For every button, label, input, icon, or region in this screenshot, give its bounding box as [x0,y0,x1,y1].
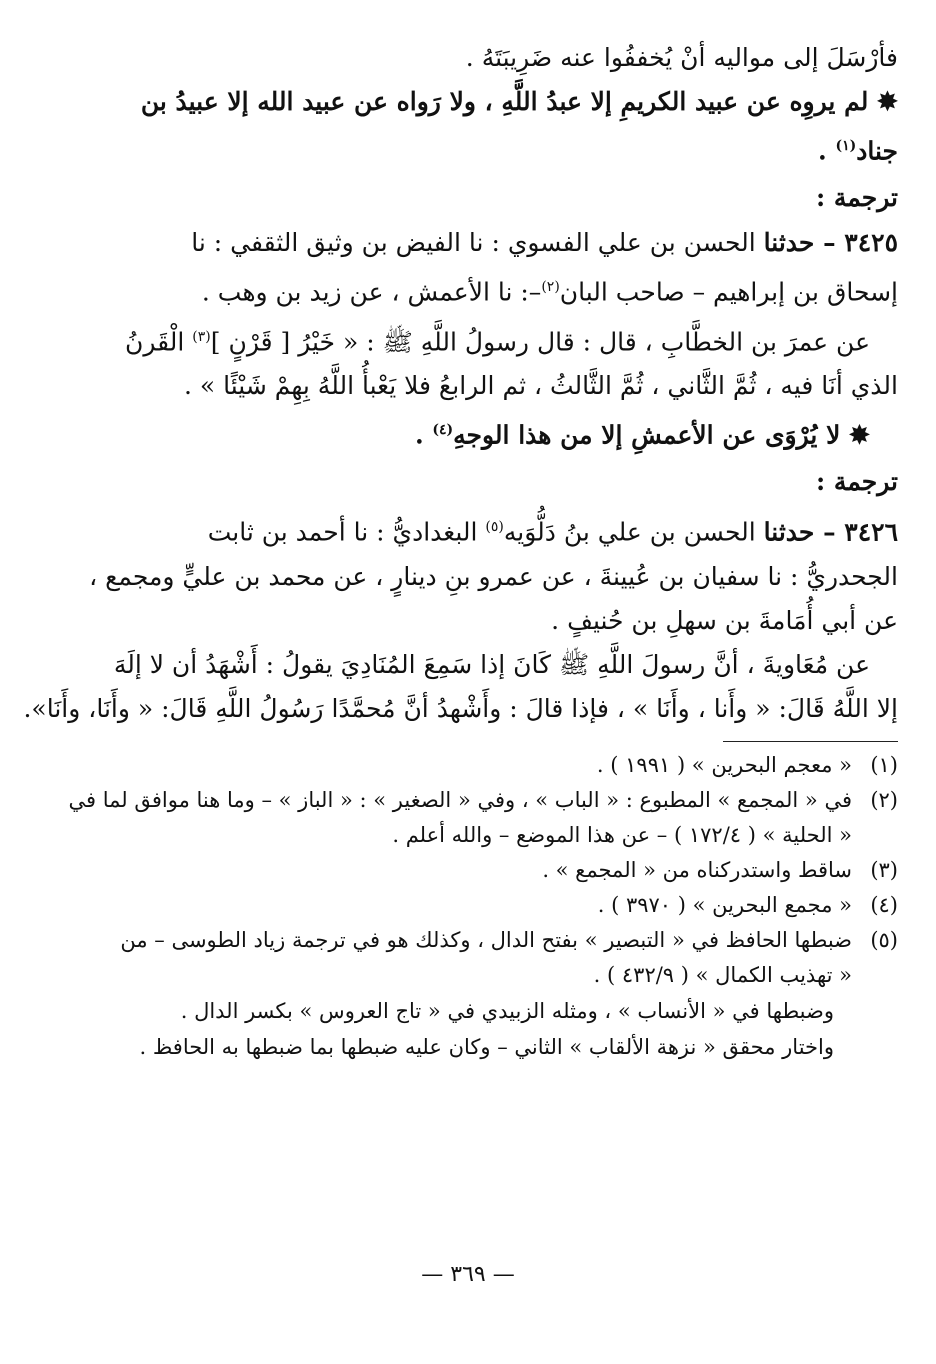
commentary-line: ✸ لم يروِه عن عبيد الكريمِ إلا عبدُ اللَّهِ ، ولا رَواه عن عبيد الله إلا عبيدُ بن [140,87,898,116]
footnote-5-extra: واختار محقق « نزهة الألقاب » الثاني – وكان عليه ضبطها بما ضبطها به الحافظ . [139,1034,834,1059]
footnote-2-continued: « الحلية » ( ١٧٢/٤ ) – عن هذا الموضع – والله أعلم . [392,822,852,847]
section-heading: ترجمة : [816,467,898,497]
commentary-line: ✸ لا يُرْوَى عن الأعمشِ إلا من هذا الوجهِ$^{(٤)}$ . [414,420,870,450]
footnote-1: (١) « معجم البحرين » ( ١٩٩١ ) . [596,752,898,777]
hadith-3425-matn: الذي أنَا فيه ، ثُمَّ الثَّاني ، ثُمَّ الثَّالثُ ، ثم الرابعُ فلا يَعْبأُ اللَّهُ بِهِمْ شَيْئًا » . [184,370,898,400]
footnote-separator [723,741,898,742]
hadith-3426-line: ٣٤٢٦ – حدثنا الحسن بن علي بنُ دَلُّوَيه$^{(٥)}$ البغداديُّ : نا أحمد بن ثابت [207,517,898,547]
footnote-4: (٤) « مجمع البحرين » ( ٣٩٧٠ ) . [597,892,898,917]
hadith-3426-line: الجحدريُّ : نا سفيان بن عُيينةَ ، عن عمرو بنِ دينارٍ ، عن محمد بن عليٍّ ومجمع ، [89,561,898,591]
hadith-3426-matn: إلا اللَّهُ قَالَ: « وأَنا ، وأَنَا » ، فإذا قالَ : وأَشْهدُ أنَّ مُحمَّدًا رَسُولُ اللَّهِ قَالَ: « وأَنَا، وأَنَا». [23,693,898,723]
hadith-3425-line: إسحاق بن إبراهيم – صاحب البان$^{(٢)}$–: نا الأعمش ، عن زيد بن وهب . [201,277,898,307]
page-number: — ٣٦٩ — [421,1262,515,1287]
footnote-2: (٢) في « المجمع » المطبوع : « الباب » ، وفي « الصغير » : « الباز » – وما هنا موافق لما في [68,787,898,812]
footnote-5-continued: « تهذيب الكمال » ( ٤٣٢/٩ ) . [593,962,852,987]
hadith-3425-line: ٣٤٢٥ – حدثنا الحسن بن علي الفسوي : نا الفيض بن وثيق الثقفي : نا [191,228,898,258]
footnote-3: (٣) ساقط واستدركناه من « المجمع » . [542,857,898,882]
text-line: فأرْسَلَ إلى مواليه أنْ يُخففُوا عنه ضَرِيبَتَهُ . [465,43,898,72]
section-heading: ترجمة : [816,183,898,213]
commentary-line: جناد$^{(١)}$ . [818,136,898,166]
hadith-3425-matn: عن عمرَ بن الخطَّابِ ، قال : قال رسولُ اللَّهِ ﷺ : « خَيْرُ [ قَرْنٍ ]$^{(٣)}$ الْقَرنُ [124,326,870,356]
footnote-5: (٥) ضبطها الحافظ في « التبصير » بفتح الدال ، وكذلك هو في ترجمة زياد الطوسى – من [120,927,898,952]
hadith-3426-line: عن أبي أُمَامةَ بن سهلِ بن حُنيفٍ . [551,605,898,635]
footnote-5-extra: وضبطها في « الأنساب » ، ومثله الزبيدي في « تاج العروس » بكسر الدال . [180,998,834,1023]
hadith-3426-matn: عن مُعَاويةَ ، أنَّ رسولَ اللَّهِ ﷺ كَانَ إذا سَمِعَ المُنَادِيَ يقولُ : أَشْهَدُ أن لا إلَهَ [113,649,870,679]
